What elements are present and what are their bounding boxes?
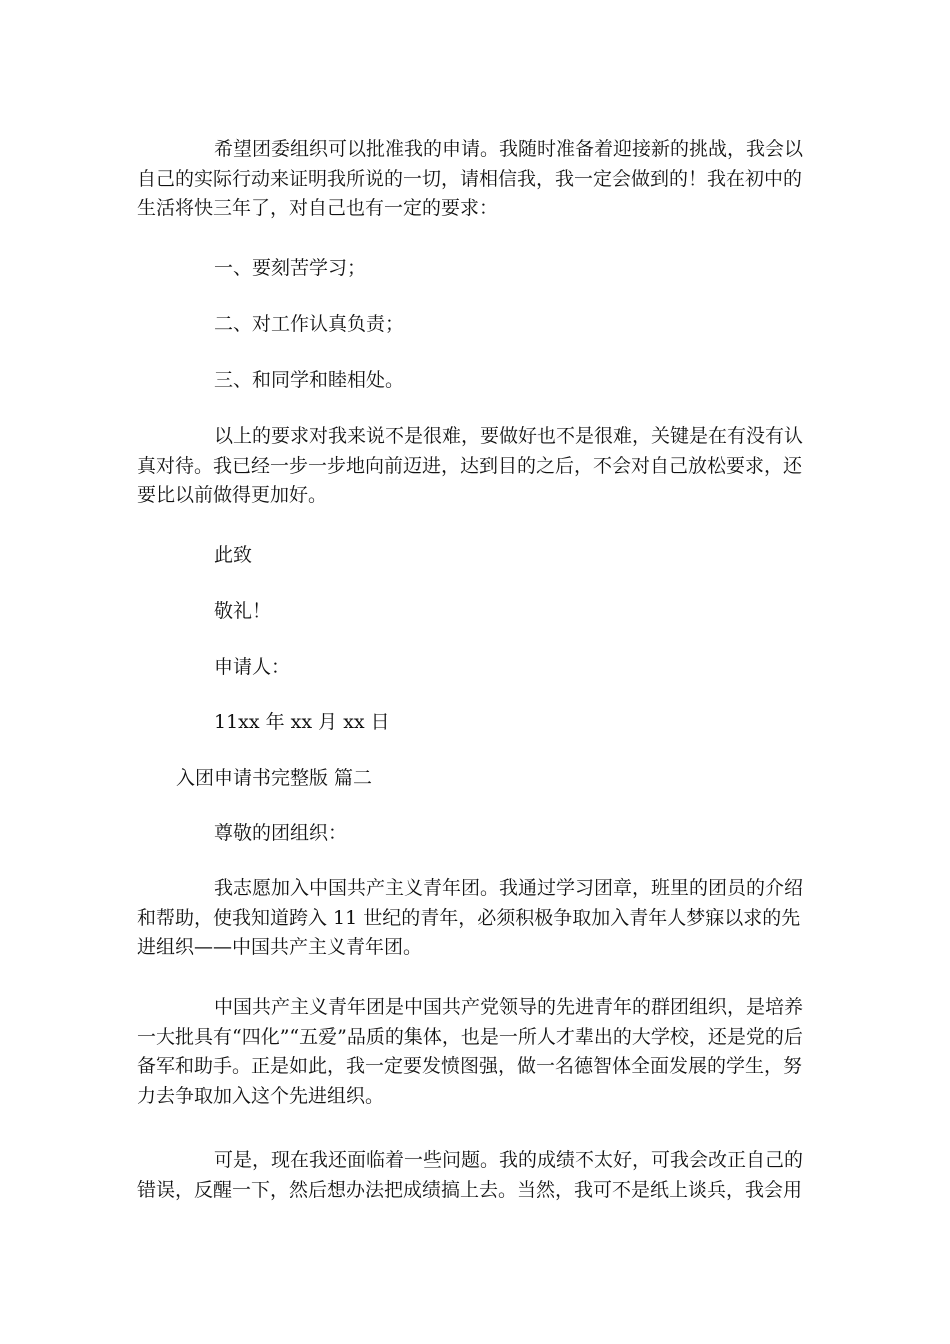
- closing-cizhi: 此致: [214, 544, 253, 566]
- paragraph-volunteer-join: 我志愿加入中国共产主义青年团。我通过学习团章，班里的团员的介绍和帮助，使我知道跨入 11 世纪的青年，必须积极争取加入青年人梦寐以求的先进组织——中国共产主义青年团。: [137, 877, 804, 958]
- section-heading: 入团申请书完整版 篇二: [176, 767, 373, 789]
- closing-jingli: 敬礼！: [214, 600, 272, 622]
- salutation: 尊敬的团组织：: [214, 822, 348, 844]
- paragraph-league-description: 中国共产主义青年团是中国共产党领导的先进青年的群团组织，是培养一大批具有“四化”“五爱”品质的集体，也是一所人才辈出的大学校，还是党的后备军和助手。正是如此，我一定要发愤图强，做一名德智体全面发展的学生，努力去争取加入这个先进组织。: [137, 996, 804, 1107]
- paragraph-current-problems: 可是，现在我还面临着一些问题。我的成绩不太好，可我会改正自己的错误，反醒一下，然后想办法把成绩搞上去。当然，我可不是纸上谈兵，我会用: [137, 1149, 804, 1201]
- applicant-label: 申请人：: [214, 656, 291, 678]
- requirement-item-1: 一、要刻苦学习；: [214, 257, 367, 279]
- paragraph-requirements-summary: 以上的要求对我来说不是很难，要做好也不是很难，关键是在有没有认真对待。我已经一步一步地向前迈进，达到目的之后，不会对自己放松要求，还要比以前做得更加好。: [137, 425, 804, 506]
- date-line: 11xx 年 xx 月 xx 日: [214, 711, 390, 733]
- requirement-item-3: 三、和同学和睦相处。: [214, 369, 405, 391]
- requirement-item-2: 二、对工作认真负责；: [214, 313, 405, 335]
- paragraph-hope-approval: 希望团委组织可以批准我的申请。我随时准备着迎接新的挑战，我会以自己的实际行动来证明我所说的一切，请相信我，我一定会做到的！我在初中的生活将快三年了，对自己也有一定的要求：: [137, 138, 804, 219]
